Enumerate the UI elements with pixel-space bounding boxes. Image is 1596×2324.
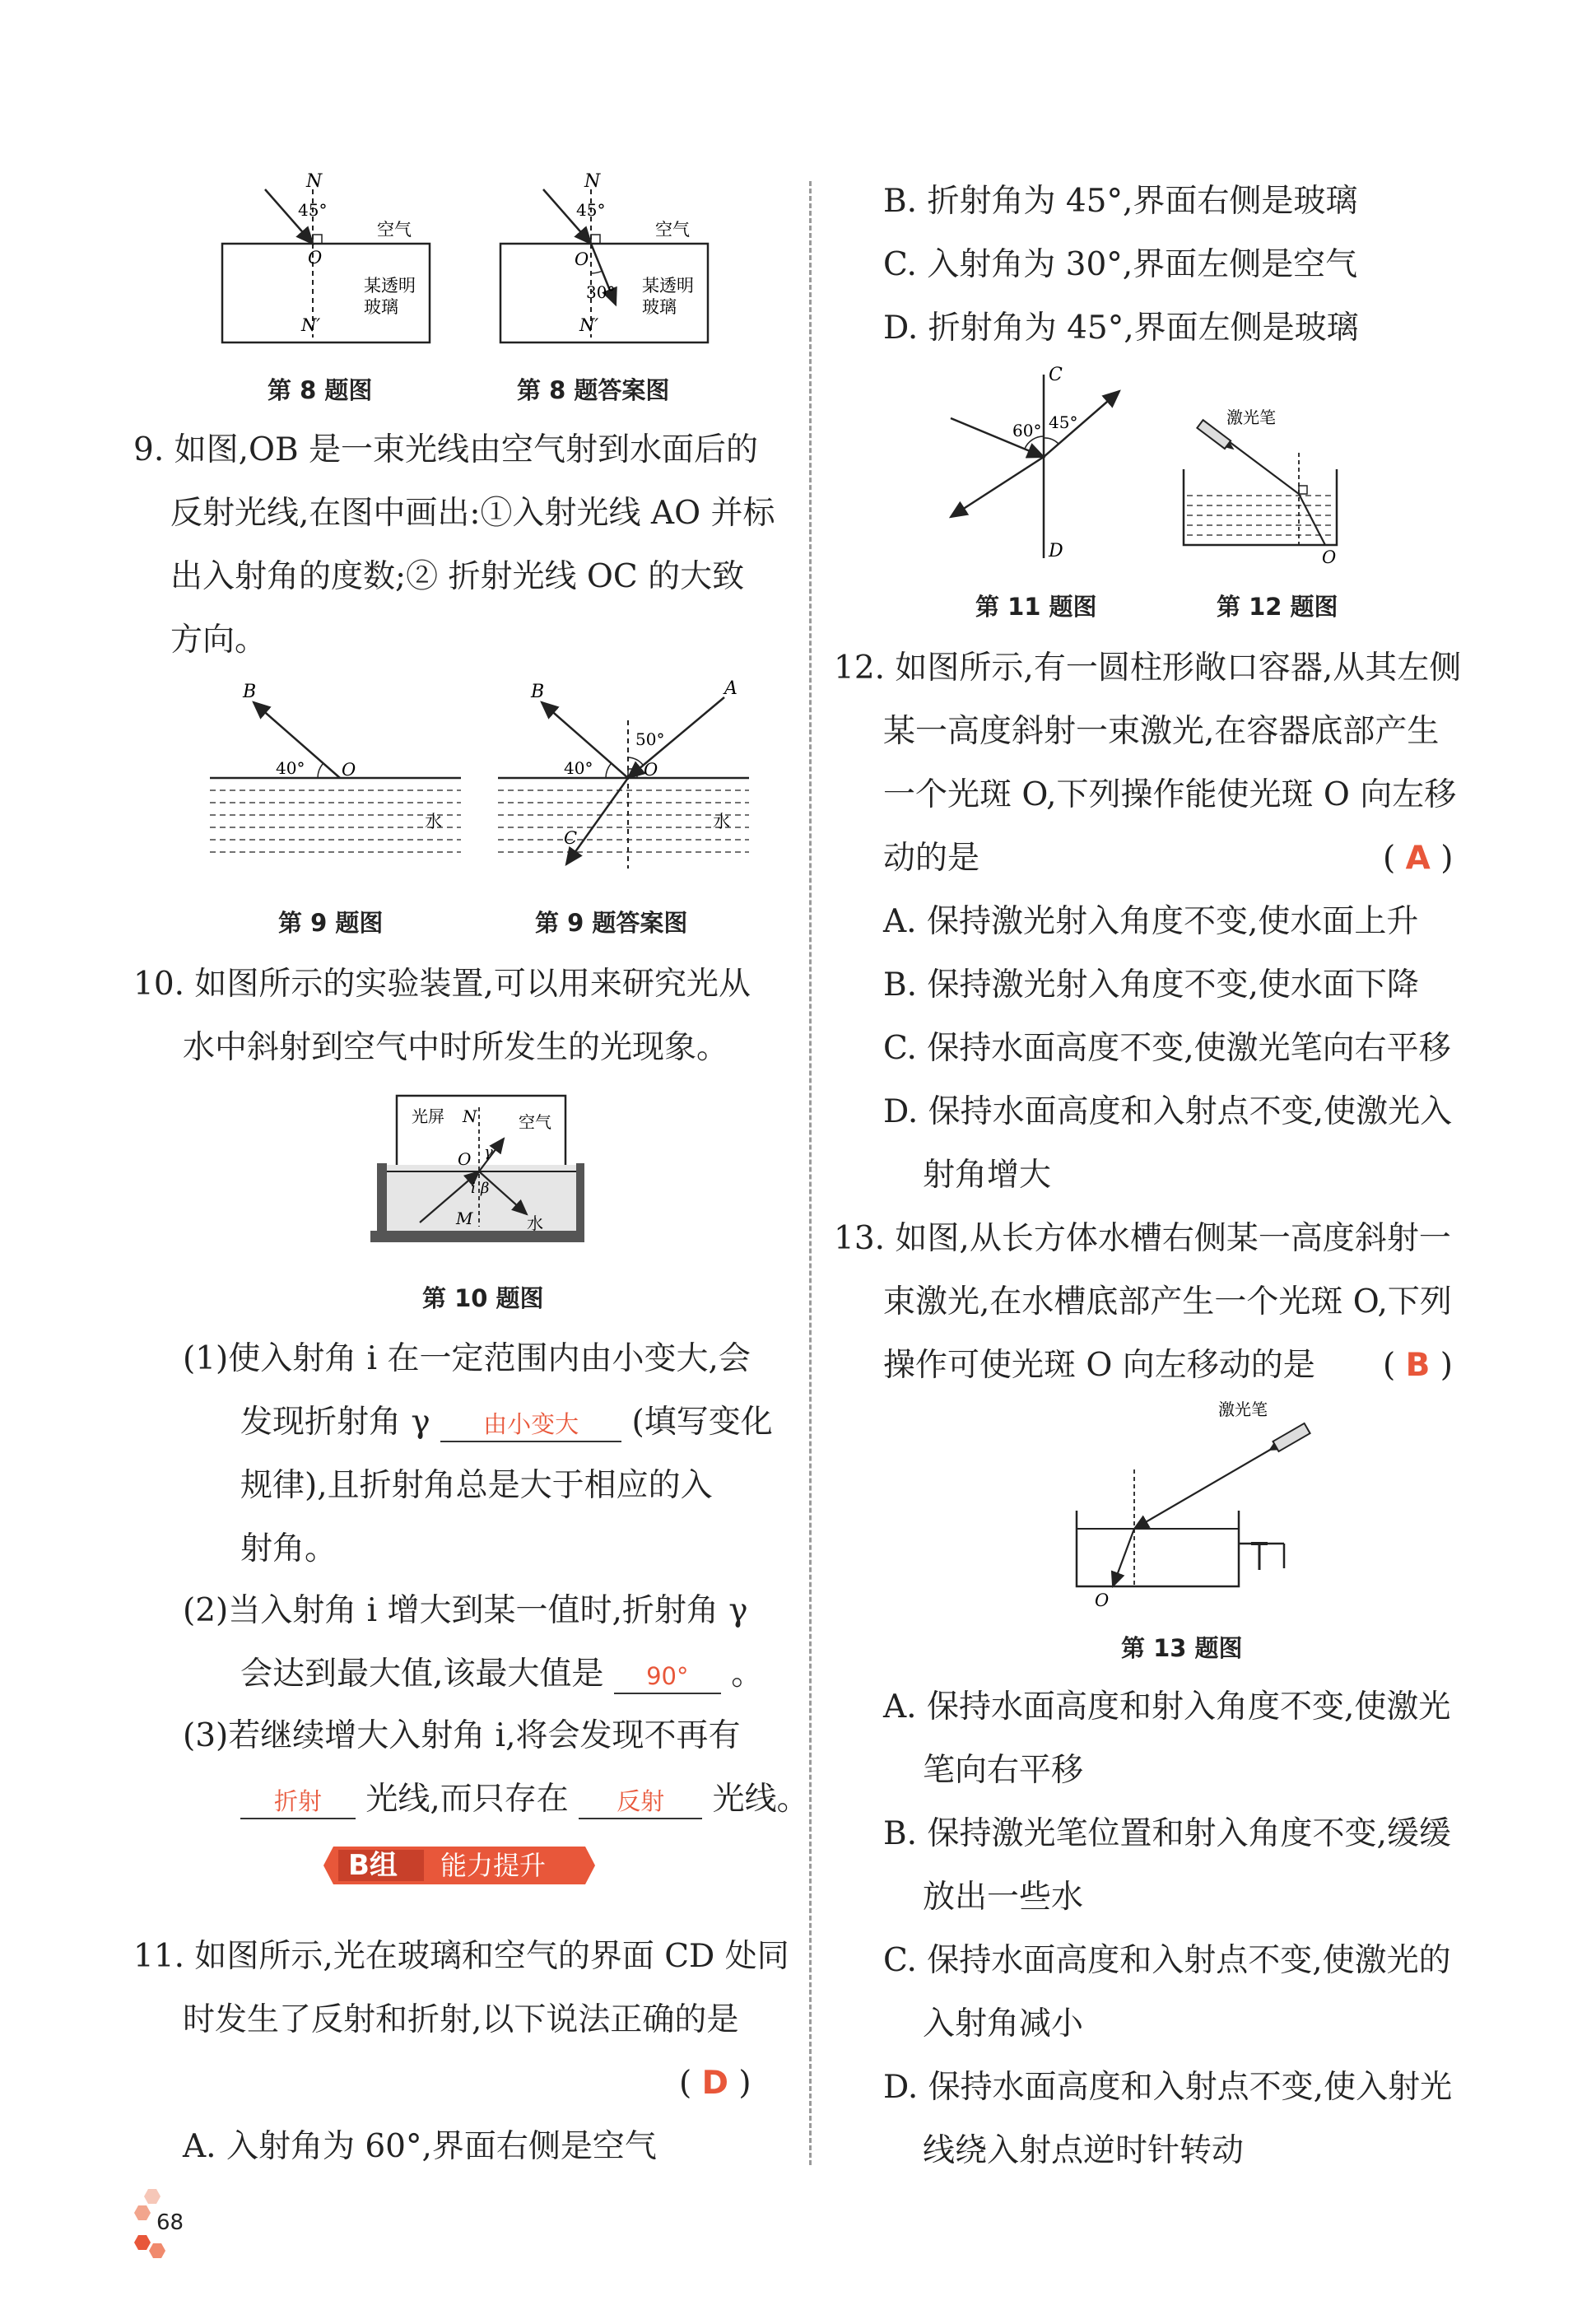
- q13-option-d: D. 保持水面高度和入射点不变,使入射光: [883, 2069, 1453, 2106]
- q13-option-a-cont: 笔向右平移: [923, 1752, 1084, 1789]
- q8-answer-figure: [494, 173, 716, 346]
- q13-option-b-cont: 放出一些水: [923, 1879, 1084, 1916]
- q10-line-2: 水中斜射到空气中时所发生的光现象。: [183, 1029, 729, 1066]
- q8a-label-n: N: [584, 171, 601, 192]
- q9-line-4: 方向。: [170, 622, 268, 659]
- q10-label-water: 水: [527, 1213, 543, 1233]
- q10-answer-blank-4[interactable]: 反射: [579, 1785, 702, 1819]
- q12-line-3: 一个光斑 O,下列操作能使光斑 O 向左移: [883, 776, 1457, 813]
- q8-label-glass2: 玻璃: [364, 297, 398, 317]
- q11-figure-caption: 第 11 题图: [975, 593, 1097, 621]
- q13-option-b: B. 保持激光笔位置和射入角度不变,缓缓: [883, 1815, 1451, 1852]
- q9a-label-o: O: [644, 760, 658, 780]
- q12-option-c: C. 保持水面高度不变,使激光笔向右平移: [883, 1030, 1451, 1067]
- q8a-label-angle: 45°: [576, 200, 606, 220]
- q10-label-beta: β: [481, 1180, 490, 1197]
- q9-line-2: 反射光线,在图中画出:①入射光线 AO 并标: [170, 495, 775, 532]
- q12-figure-caption: 第 12 题图: [1217, 593, 1338, 621]
- group-b-title: 能力提升: [440, 1850, 547, 1881]
- q10-sub1-c: 规律),且折射角总是大于相应的入: [240, 1467, 713, 1504]
- q13-answer-slot: ( B ): [1383, 1347, 1453, 1384]
- q11-option-d: D. 折射角为 45°,界面左侧是玻璃: [883, 310, 1359, 347]
- q9-label-o: O: [342, 760, 356, 780]
- q9-line-3: 出入射角的度数;② 折射光线 OC 的大致: [170, 558, 745, 595]
- q8a-label-glass1: 某透明: [642, 276, 694, 296]
- q10-answer-blank-2[interactable]: 90°: [614, 1660, 721, 1694]
- q12-label-o: O: [1322, 547, 1337, 567]
- q12-answer[interactable]: A: [1405, 840, 1431, 877]
- q13-label-o: O: [1095, 1590, 1110, 1610]
- q10-label-m: M: [456, 1209, 473, 1228]
- q8-label-o: O: [308, 248, 323, 268]
- q10-sub3-mid: 光线,而只存在: [365, 1781, 569, 1818]
- group-b-tag: B组: [348, 1849, 398, 1882]
- q8a-label-air: 空气: [655, 220, 690, 240]
- q10-sub2-b: [240, 1642, 763, 1706]
- q10-label-n: N: [463, 1106, 477, 1126]
- q10-sub1-b-post: (填写变化: [631, 1404, 773, 1441]
- q9a-label-water: 水: [713, 812, 730, 831]
- q12-label-pen: 激光笔: [1226, 408, 1276, 427]
- q9a-label-c: C: [564, 828, 578, 848]
- q10-sub1-b-pre: 发现折射角 γ: [240, 1404, 430, 1441]
- q10-answer-blank-3[interactable]: 折射: [240, 1785, 356, 1819]
- q9-figure: [206, 679, 469, 881]
- q11-answer[interactable]: D: [701, 2065, 728, 2102]
- group-b-banner: [323, 1840, 595, 1891]
- q9a-label-angle50: 50°: [635, 729, 665, 749]
- q9a-label-angle: 40°: [564, 758, 593, 778]
- q10-sub3-a: (3)若继续增大入射角 i,将会发现不再有: [183, 1717, 741, 1754]
- q10-sub2-a: (2)当入射角 i 增大到某一值时,折射角 γ: [183, 1592, 748, 1629]
- q10-sub2-b-pre: 会达到最大值,该最大值是: [240, 1656, 604, 1693]
- q10-sub1-d: 射角。: [240, 1530, 337, 1567]
- q11-label-60: 60°: [1012, 421, 1042, 440]
- q8-figure: [216, 173, 438, 346]
- q9a-label-b: B: [531, 682, 545, 702]
- q11-line-2: 时发生了反射和折射,以下说法正确的是: [183, 2001, 739, 2038]
- q9-figure-caption: 第 9 题图: [278, 909, 384, 937]
- q13-answer[interactable]: B: [1405, 1347, 1431, 1384]
- q12-option-a: A. 保持激光射入角度不变,使水面上升: [883, 903, 1419, 940]
- q10-label-gamma: γ: [484, 1143, 493, 1161]
- q9-answer-figure: [494, 679, 757, 881]
- q11-answer-slot: ( D ): [679, 2065, 751, 2102]
- q12-answer-slot: ( A ): [1383, 840, 1454, 877]
- q12-option-d: D. 保持水面高度和入射点不变,使激光入: [883, 1093, 1453, 1130]
- q9-label-b: B: [243, 682, 257, 702]
- q10-answer-blank-1[interactable]: 由小变大: [440, 1408, 621, 1442]
- q13-line-1: 13. 如图,从长方体水槽右侧某一高度斜射一: [834, 1220, 1451, 1257]
- q12-line-2: 某一高度斜射一束激光,在容器底部产生: [883, 713, 1440, 750]
- q10-label-air: 空气: [519, 1112, 551, 1132]
- q12-line-4: 动的是: [883, 840, 980, 877]
- q13-option-a: A. 保持水面高度和射入角度不变,使激光: [883, 1688, 1451, 1726]
- q13-line-2: 束激光,在水槽底部产生一个光斑 O,下列: [883, 1283, 1452, 1320]
- q12-option-b: B. 保持激光射入角度不变,使水面下降: [883, 966, 1419, 1004]
- q11-option-c: C. 入射角为 30°,界面左侧是空气: [883, 246, 1358, 283]
- q10-sub3-post: 光线。: [712, 1781, 809, 1818]
- q8-figure-caption: 第 8 题图: [268, 376, 373, 404]
- q13-figure-caption: 第 13 题图: [1121, 1634, 1243, 1662]
- column-divider: [809, 181, 812, 2165]
- q12-line-1: 12. 如图所示,有一圆柱形敞口容器,从其左侧: [834, 650, 1462, 687]
- q8a-label-angle30: 30°: [586, 282, 616, 302]
- q11-label-c: C: [1049, 365, 1063, 385]
- q9-answer-caption: 第 9 题答案图: [535, 909, 688, 937]
- q8-label-angle: 45°: [298, 200, 328, 220]
- page-number: 68: [156, 2210, 184, 2235]
- q10-sub2-b-post: 。: [731, 1656, 764, 1693]
- q8-label-glass1: 某透明: [364, 276, 416, 296]
- q8-label-air: 空气: [377, 220, 412, 240]
- q10-line-1: 10. 如图所示的实验装置,可以用来研究光从: [133, 966, 751, 1003]
- q13-option-d-cont: 线绕入射点逆时针转动: [923, 2132, 1245, 2169]
- q9-label-water: 水: [425, 812, 442, 831]
- q12-option-d-cont: 射角增大: [923, 1157, 1052, 1194]
- q9-line-1: 9. 如图,OB 是一束光线由空气射到水面后的: [133, 431, 759, 468]
- q11-line-1: 11. 如图所示,光在玻璃和空气的界面 CD 处同: [133, 1938, 789, 1975]
- q8-answer-caption: 第 8 题答案图: [517, 376, 670, 404]
- q8-label-n: N: [306, 171, 323, 192]
- q11-option-b: B. 折射角为 45°,界面右侧是玻璃: [883, 183, 1358, 220]
- q10-figure-caption: 第 10 题图: [422, 1284, 544, 1312]
- q10-label-o: O: [458, 1149, 472, 1169]
- q10-sub1-a: (1)使入射角 i 在一定范围内由小变大,会: [183, 1340, 751, 1377]
- q13-figure: [1070, 1395, 1317, 1609]
- q13-option-c: C. 保持水面高度和入射点不变,使激光的: [883, 1942, 1451, 1979]
- q9-label-angle: 40°: [276, 758, 305, 778]
- q8-label-nprime: N′: [301, 315, 321, 335]
- q13-option-c-cont: 入射角减小: [923, 2005, 1084, 2042]
- q11-label-45: 45°: [1049, 412, 1078, 432]
- q10-label-screen: 光屏: [412, 1106, 444, 1126]
- q10-label-i: i: [471, 1180, 476, 1197]
- q10-figure: [370, 1091, 584, 1247]
- q8a-label-nprime: N′: [579, 315, 599, 335]
- q11-figure: [947, 362, 1128, 568]
- q8a-label-o: O: [575, 249, 589, 269]
- q13-label-pen: 激光笔: [1218, 1400, 1268, 1419]
- q8a-label-glass2: 玻璃: [642, 297, 677, 317]
- q9a-label-a: A: [724, 678, 738, 699]
- q10-sub1-b: [240, 1390, 773, 1454]
- q13-line-3: 操作可使光斑 O 向左移动的是: [883, 1347, 1315, 1384]
- q11-label-d: D: [1049, 541, 1063, 561]
- q11-option-a: A. 入射角为 60°,界面右侧是空气: [183, 2128, 657, 2165]
- q12-figure: [1177, 403, 1383, 567]
- q10-sub3-b: [240, 1767, 809, 1831]
